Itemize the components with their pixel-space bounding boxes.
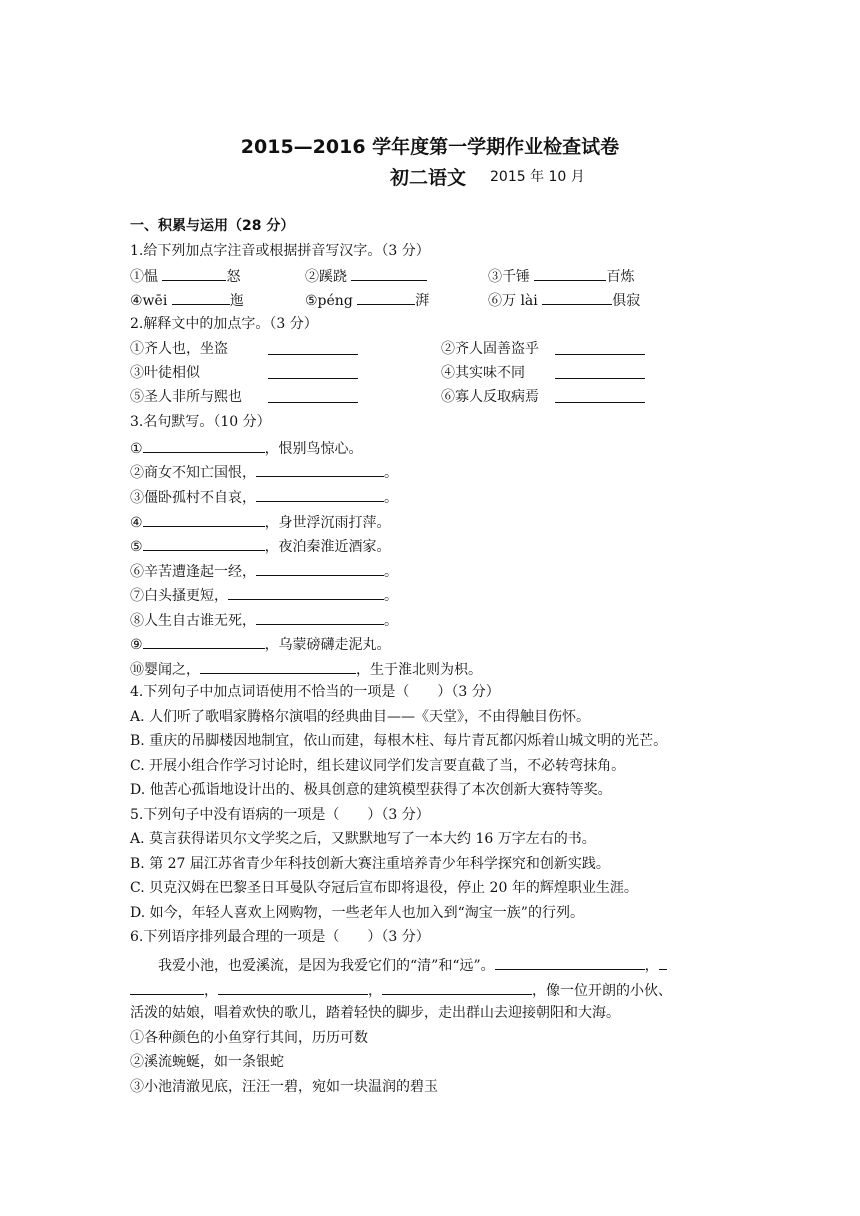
q3-line-4: ④ ，身世浮沉雨打萍。	[130, 512, 391, 532]
answer-blank[interactable]	[357, 290, 415, 305]
q3-line-1: ① ，恨别鸟惊心。	[130, 438, 363, 458]
answer-blank[interactable]	[268, 388, 358, 403]
q1-item-1: ①愠 怒	[130, 266, 240, 286]
q1-item-2: ②蹊跷	[305, 266, 427, 286]
q2-item-4: ④其实味不同	[441, 365, 525, 381]
answer-blank[interactable]	[351, 266, 427, 281]
q3-line-2: ②商女不知亡国恨， 。	[130, 462, 398, 482]
answer-blank[interactable]	[542, 290, 612, 305]
q4-stem: 4.下列句子中加点词语使用不恰当的一项是（ ）（3 分）	[130, 684, 500, 700]
q1-item-4: ④wēi 迤	[130, 290, 244, 310]
q4-option-c: C. 开展小组合作学习讨论时，组长建议同学们发言要直截了当，不必转弯抹角。	[130, 758, 626, 774]
answer-blank[interactable]	[130, 980, 204, 995]
answer-blank[interactable]	[143, 634, 265, 649]
q3-line-6: ⑥辛苦遭逢起一经， 。	[130, 561, 398, 581]
answer-blank[interactable]	[659, 955, 667, 970]
answer-blank[interactable]	[555, 340, 645, 355]
q2-stem: 2.解释文中的加点字。（3 分）	[130, 316, 318, 332]
q2-item-3: ③叶徒相似	[130, 365, 200, 381]
q3-line-9: ⑨ ，乌蒙磅礴走泥丸。	[130, 634, 391, 654]
answer-blank[interactable]	[268, 364, 358, 379]
q5-option-d: D. 如今，年轻人喜欢上网购物，一些老年人也加入到“淘宝一族”的行列。	[130, 905, 584, 921]
q2-item-2: ②齐人固善盗乎	[441, 341, 539, 357]
q5-option-c: C. 贝克汉姆在巴黎圣日耳曼队夺冠后宣布即将退役，停止 20 年的辉煌职业生涯。	[130, 880, 638, 896]
answer-blank[interactable]	[228, 585, 384, 600]
answer-blank[interactable]	[143, 512, 265, 527]
answer-blank[interactable]	[162, 266, 226, 281]
answer-blank[interactable]	[218, 980, 368, 995]
q3-line-10: ⑩婴闻之， ，生于淮北则为枳。	[130, 659, 482, 679]
q6-paragraph-line-1: 我爱小池，也爱溪流，是因为我爱它们的“清”和“远”。 ，	[158, 955, 667, 975]
q1-item-5: ⑤péng 湃	[305, 290, 429, 310]
q3-line-3: ③僵卧孤村不自哀， 。	[130, 487, 398, 507]
q1-stem: 1.给下列加点字注音或根据拼音写汉字。（3 分）	[130, 243, 430, 259]
q5-option-b: B. 第 27 届江苏省青少年科技创新大赛注重培养青少年科学探究和创新实践。	[130, 856, 610, 872]
answer-blank[interactable]	[172, 290, 230, 305]
q3-stem: 3.名句默写。（10 分）	[130, 414, 271, 430]
q5-stem: 5.下列句子中没有语病的一项是（ ）（3 分）	[130, 807, 430, 823]
answer-blank[interactable]	[256, 487, 384, 502]
q1-item-3: ③千锤 百炼	[488, 266, 634, 286]
q1-item-6: ⑥万 lài 俱寂	[488, 290, 640, 310]
q2-item-1: ①齐人也，坐盗	[130, 341, 228, 357]
answer-blank[interactable]	[495, 955, 645, 970]
q2-item-6: ⑥寡人反取病焉	[441, 389, 539, 405]
q6-item-2: ②溪流蜿蜒，如一条银蛇	[130, 1054, 284, 1070]
q6-paragraph-line-2: ， ， ，像一位开朗的小伙、	[130, 980, 672, 1000]
q4-option-b: B. 重庆的吊脚楼因地制宜，依山而建，每根木柱、每片青瓦都闪烁着山城文明的光芒。	[130, 733, 668, 749]
q6-stem: 6.下列语序排列最合理的一项是（ ）（3 分）	[130, 929, 430, 945]
answer-blank[interactable]	[268, 340, 358, 355]
q3-line-7: ⑦白头搔更短， 。	[130, 585, 398, 605]
q6-item-1: ①各种颜色的小鱼穿行其间，历历可数	[130, 1030, 368, 1046]
q5-option-a: A. 莫言获得诺贝尔文学奖之后，又默默地写了一本大约 16 万字左右的书。	[130, 831, 596, 847]
q6-item-3: ③小池清澈见底，汪汪一碧，宛如一块温润的碧玉	[130, 1079, 438, 1095]
answer-blank[interactable]	[200, 659, 356, 674]
answer-blank[interactable]	[256, 462, 384, 477]
section-heading: 一、积累与运用（28 分）	[130, 218, 295, 234]
answer-blank[interactable]	[382, 980, 532, 995]
q4-option-d: D. 他苦心孤诣地设计出的、极具创意的建筑模型获得了本次创新大赛特等奖。	[130, 782, 612, 798]
q6-paragraph-line-3: 活泼的姑娘，唱着欢快的歌儿，踏着轻快的脚步，走出群山去迎接朝阳和大海。	[130, 1005, 620, 1021]
exam-subject: 初二语文	[390, 167, 467, 189]
q2-item-5: ⑤圣人非所与熙也	[130, 389, 242, 405]
answer-blank[interactable]	[534, 266, 606, 281]
q3-line-5: ⑤ ，夜泊秦淮近酒家。	[130, 536, 391, 556]
answer-blank[interactable]	[256, 610, 384, 625]
answer-blank[interactable]	[256, 561, 384, 576]
exam-title: 2015—2016 学年度第一学期作业检查试卷	[240, 136, 620, 158]
q4-option-a: A. 人们听了歌唱家腾格尔演唱的经典曲目——《天堂》，不由得触目伤怀。	[130, 709, 591, 725]
answer-blank[interactable]	[143, 536, 265, 551]
answer-blank[interactable]	[555, 388, 645, 403]
answer-blank[interactable]	[143, 438, 265, 453]
q3-line-8: ⑧人生自古谁无死， 。	[130, 610, 398, 630]
exam-date: 2015 年 10 月	[490, 169, 585, 185]
answer-blank[interactable]	[555, 364, 645, 379]
